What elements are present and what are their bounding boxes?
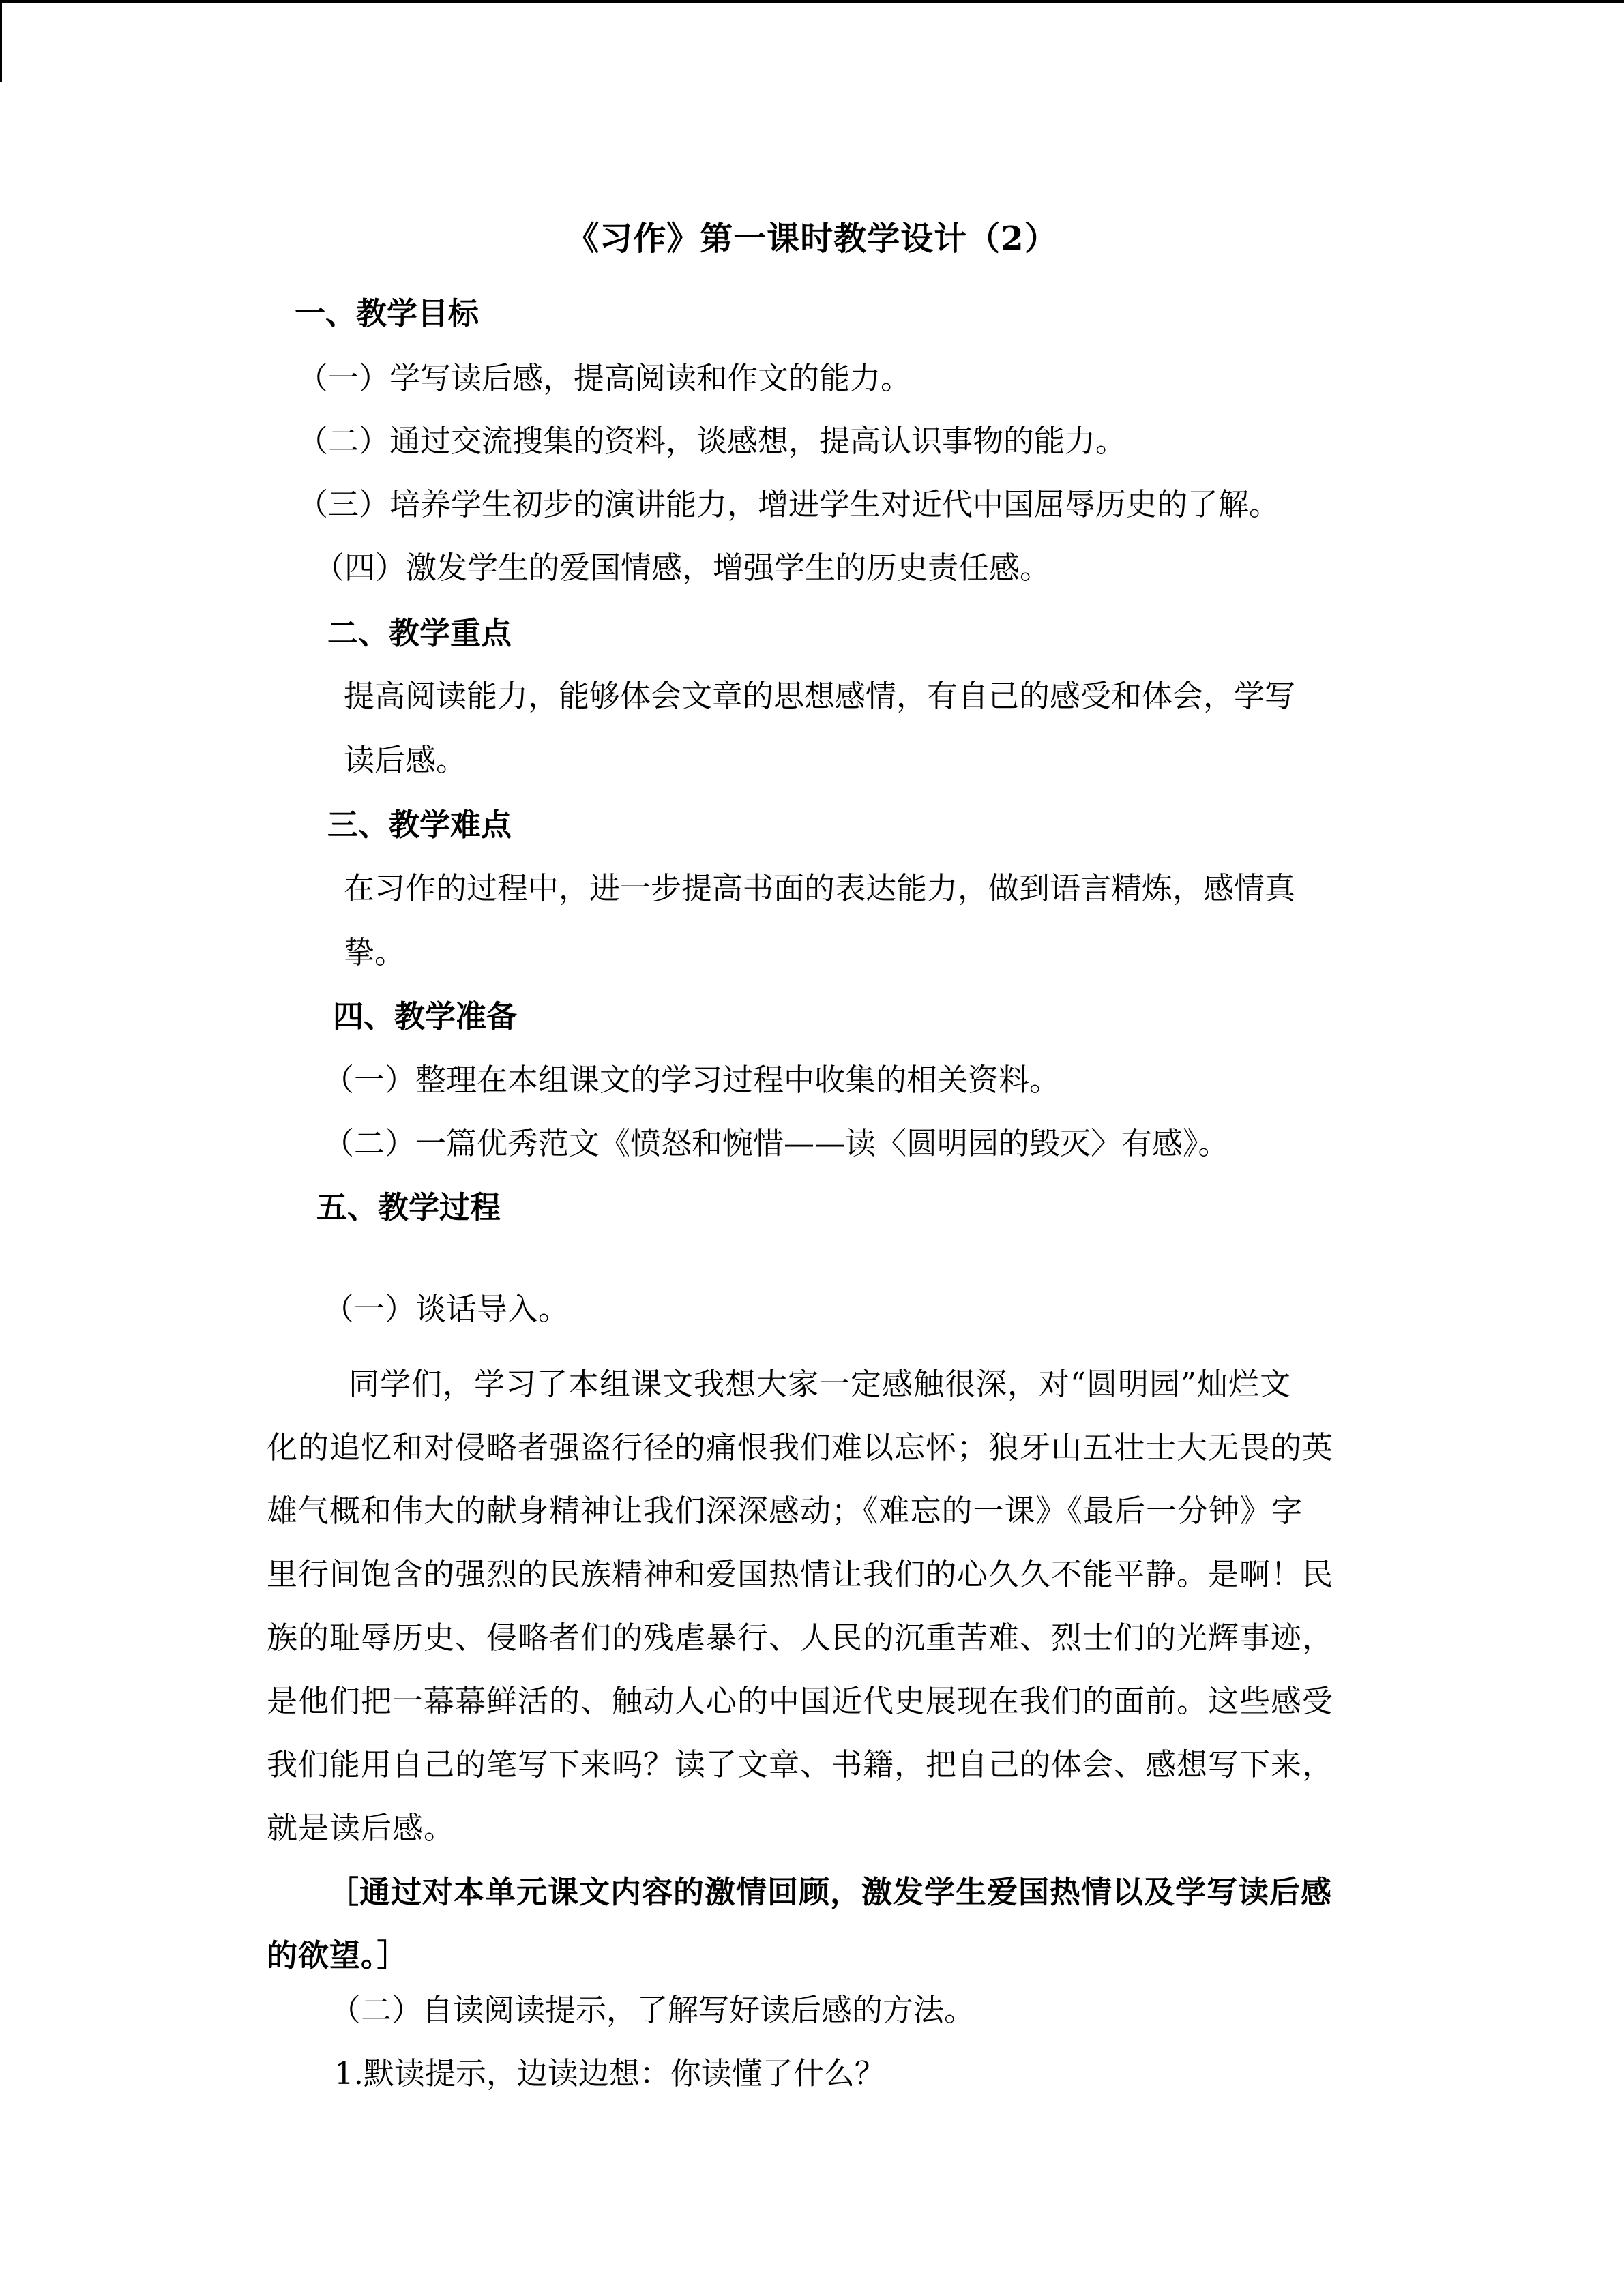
objective-item: （四）激发学生的爱国情感，增强学生的历史责任感。 <box>314 550 1051 586</box>
paragraph-line: 就是读后感。 <box>267 1810 456 1846</box>
document-title: 《习作》第一课时教学设计（2） <box>566 220 1058 258</box>
paragraph-line: 里行间饱含的强烈的民族精神和爱国热情让我们的心久久不能平静。是啊！民 <box>267 1556 1334 1592</box>
difficulties-line: 在习作的过程中，进一步提高书面的表达能力，做到语言精炼，感情真 <box>344 870 1296 906</box>
note-line: 的欲望。］ <box>267 1937 409 1973</box>
objective-item: （一）学写读后感，提高阅读和作文的能力。 <box>297 360 912 396</box>
page-top-border <box>0 0 1624 3</box>
paragraph-line: 我们能用自己的笔写下来吗？读了文章、书籍，把自己的体会、感想写下来， <box>267 1746 1334 1783</box>
paragraph-line: 同学们，学习了本组课文我想大家一定感触很深，对“圆明园”灿烂文 <box>349 1366 1292 1402</box>
difficulties-line: 挚。 <box>344 934 406 970</box>
page-left-border <box>0 0 2 82</box>
preparation-item: （一）整理在本组课文的学习过程中收集的相关资料。 <box>323 1062 1061 1098</box>
paragraph-line: 雄气概和伟大的献身精神让我们深深感动；《难忘的一课》《最后一分钟》字 <box>267 1493 1303 1529</box>
paragraph-line: 是他们把一幕幕鲜活的、触动人心的中国近代史展现在我们的面前。这些感受 <box>267 1683 1334 1719</box>
section-heading-objectives: 一、教学目标 <box>295 295 479 331</box>
preparation-item: （二）一篇优秀范文《愤怒和惋惜——读〈圆明园的毁灭〉有感》。 <box>323 1125 1229 1161</box>
key-points-line: 提高阅读能力，能够体会文章的思想感情，有自己的感受和体会，学写 <box>344 678 1296 714</box>
note-line: ［通过对本单元课文内容的激情回顾，激发学生爱国热情以及学写读后感 <box>328 1874 1333 1910</box>
objective-item: （三）培养学生初步的演讲能力，增进学生对近代中国屈辱历史的了解。 <box>297 486 1280 522</box>
key-points-line: 读后感。 <box>344 742 467 778</box>
paragraph-line: 族的耻辱历史、侵略者们的残虐暴行、人民的沉重苦难、烈士们的光辉事迹， <box>267 1620 1334 1656</box>
intro-paragraph <box>267 1352 1378 1860</box>
section-heading-preparation: 四、教学准备 <box>333 998 518 1034</box>
objective-item: （二）通过交流搜集的资料，谈感想，提高认识事物的能力。 <box>297 423 1127 459</box>
paragraph-line: 化的追忆和对侵略者强盗行径的痛恨我们难以忘怀；狼牙山五壮士大无畏的英 <box>267 1429 1334 1465</box>
section-heading-difficulties: 三、教学难点 <box>327 807 512 843</box>
section-heading-key-points: 二、教学重点 <box>327 615 512 651</box>
process-subheading: （一）谈话导入。 <box>323 1291 570 1327</box>
design-note <box>267 1860 1378 1987</box>
section-heading-process: 五、教学过程 <box>316 1189 501 1225</box>
process-subheading: （二）自读阅读提示，了解写好读后感的方法。 <box>330 1992 975 2028</box>
process-step: 1.默读提示，边读边想：你读懂了什么？ <box>334 2055 885 2091</box>
